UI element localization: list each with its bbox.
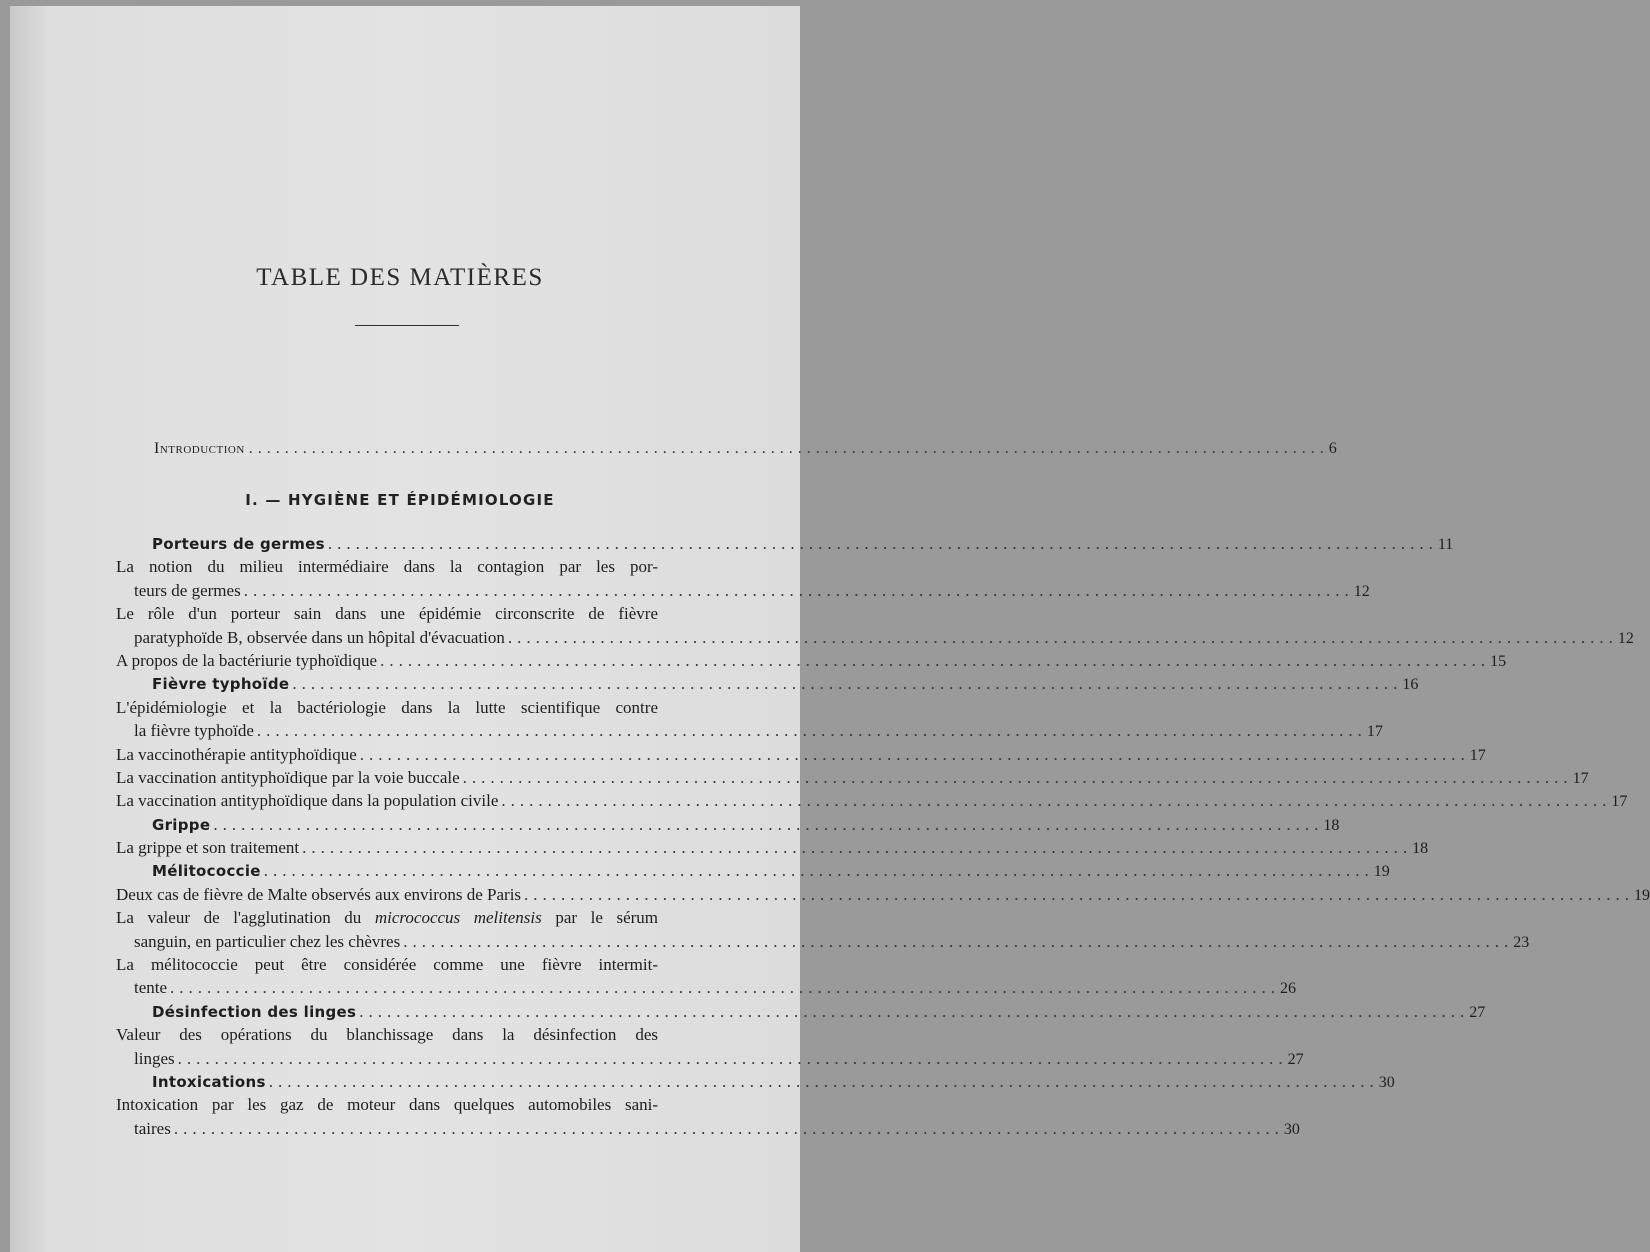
leader-dots: ........................................................................................................................: [256, 721, 1367, 741]
entry-text: La grippe et son traitement: [116, 838, 300, 858]
toc-heading: [116, 859, 1390, 882]
heading-label: Porteurs de germes: [152, 535, 325, 553]
entry-text: La vaccination antityphoïdique dans la population civile: [116, 791, 499, 811]
page-number: 17: [1611, 793, 1628, 811]
page-number: 19: [1634, 886, 1650, 904]
entry-text-part: La valeur de l'agglutination du: [116, 908, 362, 928]
page-number: 23: [1513, 933, 1530, 951]
entry-text: tente: [134, 978, 168, 998]
toc-heading: [116, 813, 1340, 836]
entry-text: La notion du milieu intermédiaire dans la contagion par les por-: [116, 557, 658, 577]
leader-dots: ........................................................................................................................: [268, 1071, 1379, 1091]
page-number: 6: [1328, 440, 1337, 457]
page-number: 27: [1469, 1003, 1486, 1021]
leader-dots: ........................................................................................................................: [248, 440, 1329, 457]
toc-entry-line: [116, 1047, 1304, 1070]
leader-dots: ........................................................................................................................: [359, 744, 1470, 764]
toc-entry-line: [116, 743, 1486, 766]
page-number: 30: [1378, 1073, 1395, 1091]
leader-dots: ........................................................................................................................: [462, 767, 1573, 787]
leader-dots: ........................................................................................................................: [292, 674, 1403, 694]
toc-entry-introduction: [154, 440, 1337, 458]
page-number: 18: [1323, 816, 1340, 834]
page-number: 27: [1287, 1050, 1304, 1068]
entry-text: taires: [134, 1118, 171, 1138]
leader-dots: ........................................................................................................................: [170, 978, 1281, 998]
toc-entry-line: [116, 719, 1383, 742]
page-number: 16: [1402, 676, 1419, 694]
toc-entry-line: [116, 649, 1507, 672]
entry-text: L'épidémiologie et la bactériologie dans la lutte scientifique contre: [116, 697, 658, 717]
entry-text: La mélitococcie peut être considérée comme une fièvre intermit-: [116, 955, 658, 975]
toc-entry-line: [116, 766, 1589, 789]
page-title: TABLE DES MATIÈRES: [256, 264, 544, 291]
page-number: 26: [1280, 980, 1297, 998]
page-number: 30: [1283, 1120, 1300, 1138]
toc-entry-line: [116, 579, 1370, 602]
entry-text-part: par le sérum: [555, 908, 659, 928]
page-number: 12: [1353, 582, 1370, 600]
italic-term: micrococcus melitensis: [374, 908, 542, 928]
page-number: 15: [1490, 652, 1507, 670]
table-of-contents: [116, 532, 1650, 1140]
toc-entry-line: [116, 906, 708, 929]
entry-text: Intoxication par les gaz de moteur dans quelques automobiles sani-: [116, 1095, 658, 1115]
title-divider: [355, 325, 459, 326]
heading-label: Mélitococcie: [152, 862, 261, 881]
entry-text: Valeur des opérations du blanchissage dans la désinfection des: [116, 1025, 658, 1045]
leader-dots: ........................................................................................................................: [507, 627, 1618, 647]
leader-dots: ........................................................................................................................: [243, 580, 1354, 600]
heading-label: Fièvre typhoïde: [152, 675, 290, 694]
toc-entry-line: [116, 836, 1429, 859]
toc-entry-line: [116, 953, 708, 976]
toc-entry-line: [116, 883, 1650, 906]
leader-dots: ........................................................................................................................: [177, 1048, 1288, 1068]
toc-entry-line: [116, 1117, 1300, 1140]
leader-dots: ........................................................................................................................: [524, 884, 1635, 904]
toc-entry-line: [116, 602, 708, 625]
entry-label: Introduction: [154, 440, 245, 457]
entry-text: La vaccination antityphoïdique par la voie buccale: [116, 767, 460, 787]
leader-dots: ........................................................................................................................: [263, 861, 1374, 881]
leader-dots: ........................................................................................................................: [380, 650, 1491, 670]
toc-entry-line: [116, 696, 708, 719]
entry-text: Le rôle d'un porteur sain dans une épidémie circonscrite de fièvre: [116, 604, 658, 624]
leader-dots: ........................................................................................................................: [302, 838, 1413, 858]
toc-heading: [116, 1000, 1486, 1023]
page-number: 18: [1412, 840, 1429, 858]
toc-entry-line: [116, 555, 708, 578]
leader-dots: ........................................................................................................................: [173, 1118, 1284, 1138]
entry-text: paratyphoïde B, observée dans un hôpital d'évacuation: [134, 627, 505, 647]
toc-entry-line: [116, 626, 1634, 649]
page-number: 17: [1469, 746, 1486, 764]
section-heading: I. — HYGIÈNE ET ÉPIDÉMIOLOGIE: [245, 491, 555, 509]
entry-text: linges: [134, 1048, 175, 1068]
toc-heading: [116, 1070, 1395, 1093]
page-number: 17: [1572, 769, 1589, 787]
heading-label: Intoxications: [152, 1072, 266, 1091]
entry-text: la fièvre typhoïde: [134, 721, 254, 741]
page-number: 11: [1437, 536, 1454, 553]
leader-dots: ........................................................................................................................: [327, 534, 1438, 553]
page-number: 17: [1366, 723, 1383, 741]
entry-text: sanguin, en particulier chez les chèvres: [134, 931, 401, 951]
page-number: 19: [1373, 863, 1390, 881]
toc-entry-line: [116, 1093, 708, 1116]
toc-heading: [116, 532, 1454, 555]
toc-entry-line: [116, 976, 1297, 999]
toc-heading: [116, 672, 1419, 695]
entry-text: Deux cas de fièvre de Malte observés aux environs de Paris: [116, 884, 522, 904]
toc-entry-line: [116, 1023, 708, 1046]
entry-text: La vaccinothérapie antityphoïdique: [116, 744, 357, 764]
toc-entry-line: [116, 789, 1628, 812]
entry-text: teurs de germes: [134, 580, 241, 600]
page-number: 12: [1617, 629, 1634, 647]
leader-dots: ........................................................................................................................: [501, 791, 1612, 811]
entry-text: [116, 906, 708, 929]
leader-dots: ........................................................................................................................: [403, 931, 1514, 951]
leader-dots: ........................................................................................................................: [359, 1001, 1470, 1021]
entry-text: A propos de la bactériurie typhoïdique: [116, 650, 378, 670]
heading-label: Désinfection des linges: [152, 1002, 357, 1021]
toc-entry-line: [116, 930, 1530, 953]
heading-label: Grippe: [152, 815, 211, 834]
leader-dots: ........................................................................................................................: [213, 814, 1324, 834]
